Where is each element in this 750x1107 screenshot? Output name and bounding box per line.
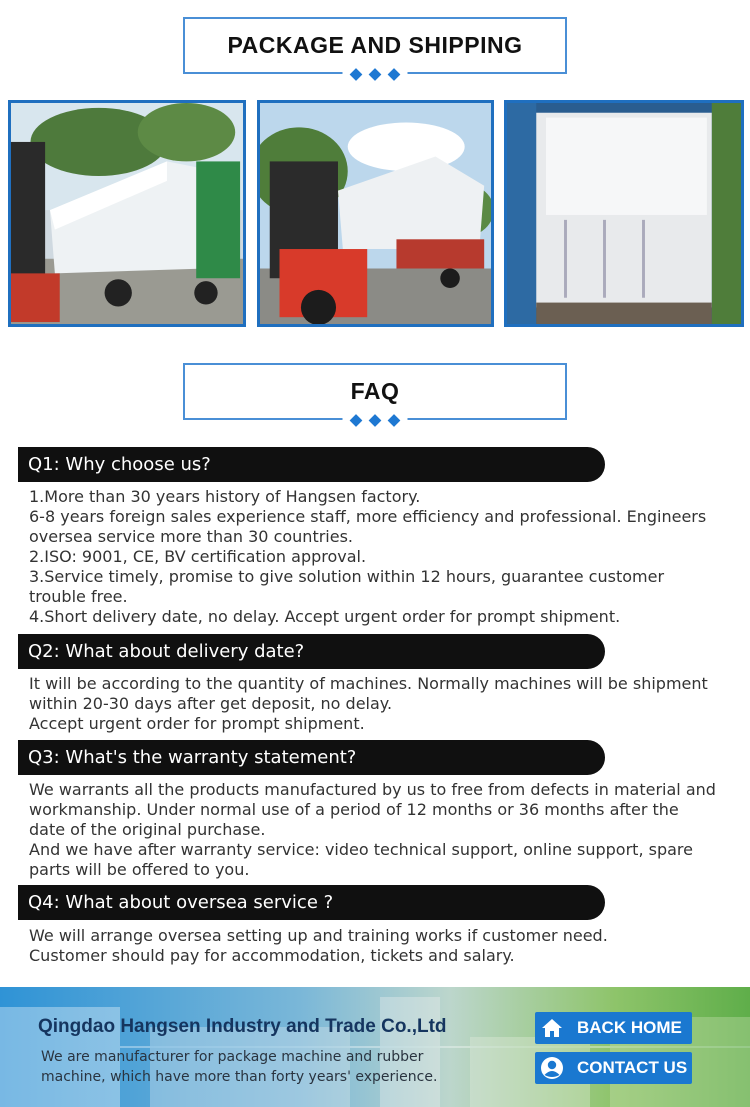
package-shipping-heading — [183, 17, 567, 74]
faq-question-text: Q2: What about delivery date? — [28, 641, 305, 662]
faq-answer-4 — [29, 926, 729, 966]
faq-answer-2 — [29, 674, 729, 734]
faq-answer-line: We will arrange oversea setting up and training works if customer need. — [29, 926, 608, 945]
shipping-photo-container-loaded — [504, 100, 744, 327]
faq-answer-line: 3.Service timely, promise to give solution within 12 hours, guarantee customer trouble free. — [29, 567, 665, 606]
heading-diamonds — [343, 70, 408, 79]
faq-answer-3 — [29, 780, 729, 880]
heading-diamonds — [343, 416, 408, 425]
faq-answer-line: It will be according to the quantity of machines. Normally machines will be shipment within 20-30 days after get deposit, no delay. — [29, 674, 708, 713]
faq-answer-line: 1.More than 30 years history of Hangsen factory. — [29, 487, 421, 506]
faq-answer-line: We warrants all the products manufactured by us to free from defects in material and workmanship. Under normal use of a period of 12 months or 36 months after the date of the original purchase. — [29, 780, 716, 839]
faq-answer-1 — [29, 487, 729, 627]
company-name: Qingdao Hangsen Industry and Trade Co.,Ltd — [38, 1016, 447, 1037]
faq-answer-line: And we have after warranty service: video technical support, online support, spare parts will be offered to you. — [29, 840, 693, 879]
contact-us-button[interactable] — [535, 1052, 692, 1084]
user-icon — [535, 1052, 569, 1084]
back-home-button[interactable] — [535, 1012, 692, 1044]
faq-question-3 — [18, 740, 605, 775]
faq-answer-line: 4.Short delivery date, no delay. Accept urgent order for prompt shipment. — [29, 607, 621, 626]
faq-title: FAQ — [350, 378, 400, 404]
footer-banner — [0, 987, 750, 1107]
faq-answer-line: 2.ISO: 9001, CE, BV certification approval. — [29, 547, 367, 566]
shipping-photo-forklift-loading — [8, 100, 246, 327]
faq-heading — [183, 363, 567, 420]
faq-question-4 — [18, 885, 605, 920]
faq-question-text: Q1: Why choose us? — [28, 454, 211, 475]
faq-answer-line: Accept urgent order for prompt shipment. — [29, 714, 365, 733]
faq-answer-line: Customer should pay for accommodation, tickets and salary. — [29, 946, 515, 965]
contact-us-label: CONTACT US — [577, 1058, 688, 1077]
home-icon — [535, 1012, 569, 1044]
faq-question-text: Q3: What's the warranty statement? — [28, 747, 357, 768]
back-home-label: BACK HOME — [577, 1018, 682, 1037]
faq-answer-line: 6-8 years foreign sales experience staff, more efficiency and professional. Engineers oversea service more than 30 countries. — [29, 507, 707, 546]
faq-question-1 — [18, 447, 605, 482]
faq-question-text: Q4: What about oversea service ? — [28, 892, 334, 913]
package-shipping-title: PACKAGE AND SHIPPING — [227, 32, 523, 58]
company-description: We are manufacturer for package machine and rubber machine, which have more than forty years' experience. — [41, 1049, 438, 1085]
shipping-photo-truck-loading — [257, 100, 494, 327]
faq-question-2 — [18, 634, 605, 669]
